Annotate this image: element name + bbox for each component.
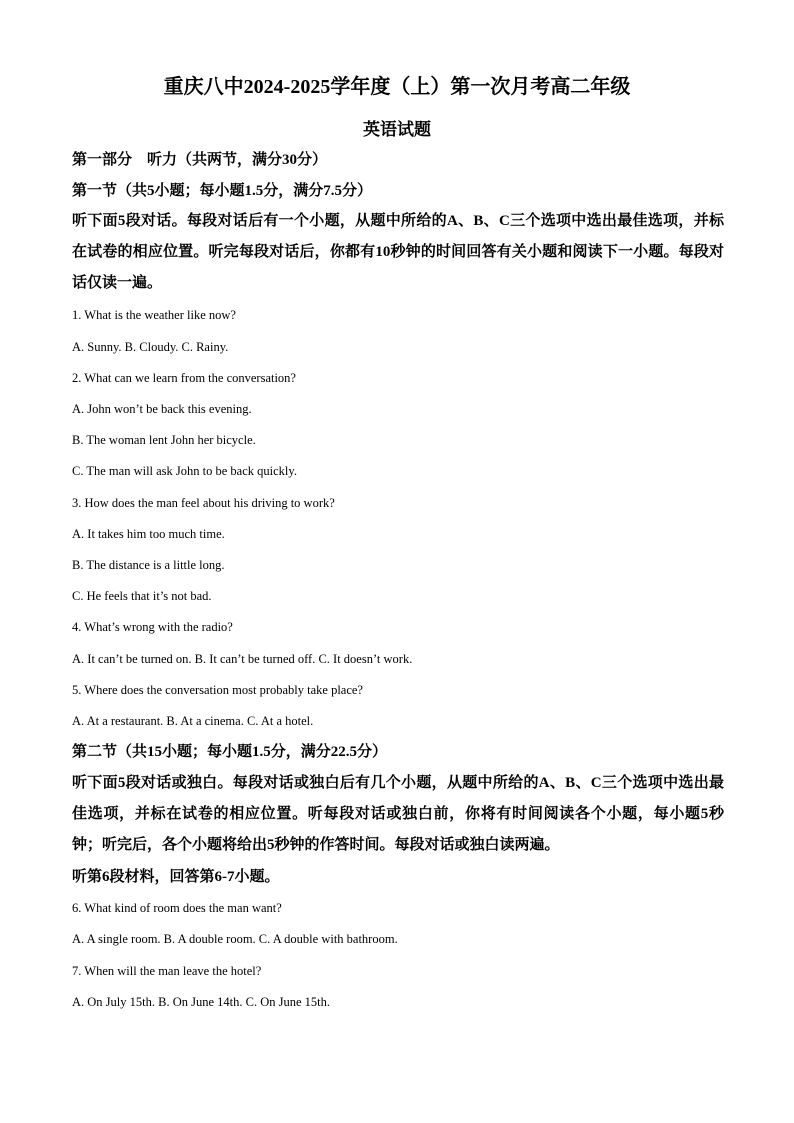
material-heading: 听第6段材料，回答第6-7小题。 xyxy=(72,869,280,885)
question-7: 7. When will the man leave the hotel? xyxy=(72,964,262,978)
question-4: 4. What’s wrong with the radio? xyxy=(72,620,233,634)
exam-subtitle: 英语试题 xyxy=(363,120,431,139)
question-5: 5. Where does the conversation most probably take place? xyxy=(72,683,363,697)
question-5-options: A. At a restaurant. B. At a cinema. C. At a hotel. xyxy=(72,714,314,728)
question-1: 1. What is the weather like now? xyxy=(72,308,236,322)
section1-instructions: 听下面5段对话。每段对话后有一个小题，从题中所给的A、B、C三个选项中选出最佳选项，并标在试卷的相应位置。听完每段对话后，你都有10秒钟的时间回答有关小题和阅读下一小题。每段对话仅读一遍。 xyxy=(72,213,724,291)
question-3: 3. How does the man feel about his driving to work? xyxy=(72,496,335,510)
question-2: 2. What can we learn from the conversation? xyxy=(72,371,296,385)
question-1-options: A. Sunny. B. Cloudy. C. Rainy. xyxy=(72,340,229,354)
question-3-option-b: B. The distance is a little long. xyxy=(72,558,225,572)
question-2-option-c: C. The man will ask John to be back quickly. xyxy=(72,464,297,478)
question-2-option-a: A. John won’t be back this evening. xyxy=(72,402,252,416)
section2-heading: 第二节（共15小题；每小题1.5分，满分22.5分） xyxy=(72,744,388,760)
question-4-options: A. It can’t be turned on. B. It can’t be turned off. C. It doesn’t work. xyxy=(72,652,413,666)
question-6-options: A. A single room. B. A double room. C. A double with bathroom. xyxy=(72,932,398,946)
part-heading: 第一部分 听力（共两节，满分30分） xyxy=(72,152,328,168)
question-2-option-b: B. The woman lent John her bicycle. xyxy=(72,433,256,447)
question-6: 6. What kind of room does the man want? xyxy=(72,901,282,915)
question-3-option-a: A. It takes him too much time. xyxy=(72,527,225,541)
question-3-option-c: C. He feels that it’s not bad. xyxy=(72,589,212,603)
exam-title: 重庆八中2024-2025学年度（上）第一次月考高二年级 xyxy=(163,76,631,98)
section1-heading: 第一节（共5小题；每小题1.5分，满分7.5分） xyxy=(72,183,373,199)
question-7-options: A. On July 15th. B. On June 14th. C. On June 15th. xyxy=(72,995,330,1009)
section2-instructions: 听下面5段对话或独白。每段对话或独白后有几个小题，从题中所给的A、B、C三个选项中选出最佳选项，并标在试卷的相应位置。听每段对话或独白前，你将有时间阅读各个小题，每小题5秒钟；听完后，各个小题将给出5秒钟的作答时间。每段对话或独白读两遍。 xyxy=(72,775,724,853)
